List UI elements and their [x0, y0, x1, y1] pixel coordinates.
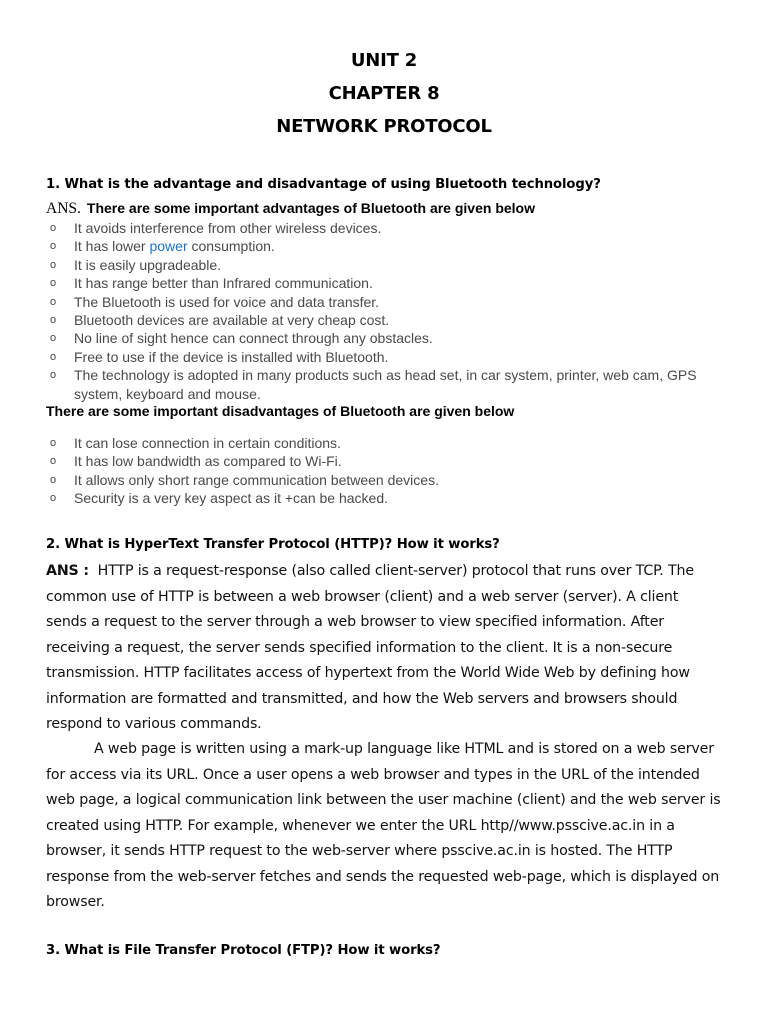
- bullet-icon: o: [50, 295, 57, 308]
- list-item: o Bluetooth devices are available at very cheap cost.: [50, 312, 390, 329]
- chapter-title: CHAPTER 8: [328, 83, 440, 104]
- bullet-icon: o: [50, 369, 57, 382]
- bullet-icon: o: [50, 473, 57, 486]
- bullet-icon: o: [50, 222, 57, 234]
- list-item: o Security is a very key aspect as it +can be hacked.: [50, 490, 388, 507]
- disadvantages-heading: There are some important disadvantages of Bluetooth are given below: [46, 403, 515, 419]
- bullet-icon: o: [50, 437, 57, 449]
- list-item: o Free to use if the device is installed with Bluetooth.: [50, 348, 389, 365]
- list-item: o It can lose connection in certain conditions.: [50, 435, 341, 451]
- bullet-icon: o: [50, 314, 57, 327]
- list-item: o It has range better than Infrared communication.: [50, 275, 373, 292]
- answer-label: ANS.: [46, 200, 81, 217]
- advantages-list: [0, 219, 724, 403]
- list-item: o It is easily upgradeable.: [50, 256, 222, 273]
- list-item: o It has lower power consumption.: [50, 238, 275, 255]
- disadvantages-list: [0, 434, 724, 508]
- list-item: o No line of sight hence can connect through any obstacles.: [50, 330, 433, 347]
- bullet-icon: o: [50, 277, 57, 290]
- bullet-icon: o: [50, 240, 57, 253]
- question-1: 1. What is the advantage and disadvantage of using Bluetooth technology?: [46, 177, 601, 192]
- bullet-icon: o: [50, 332, 57, 345]
- list-item: o It has low bandwidth as compared to Wi-Fi.: [50, 453, 342, 470]
- question-3: 3. What is File Transfer Protocol (FTP)? How it works?: [46, 943, 441, 958]
- bullet-icon: o: [50, 492, 57, 505]
- bullet-icon: o: [50, 455, 57, 468]
- unit-title: UNIT 2: [350, 50, 418, 71]
- list-item: o The technology is adopted in many products such as head set, in car system, printer, web cam, GPS system, keyboard and mouse.: [50, 367, 697, 402]
- question-2: 2. What is HyperText Transfer Protocol (HTTP)? How it works?: [46, 537, 500, 552]
- bullet-icon: o: [50, 350, 57, 363]
- list-item: o It allows only short range communication between devices.: [50, 471, 439, 488]
- advantages-heading: There are some important advantages of Bluetooth are given below: [86, 200, 535, 216]
- answer-1-intro: [46, 200, 535, 218]
- list-item: o It avoids interference from other wireless devices.: [50, 220, 382, 236]
- topic-title: NETWORK PROTOCOL: [276, 116, 492, 137]
- bullet-icon: o: [50, 258, 57, 271]
- power-link[interactable]: power: [149, 238, 188, 255]
- list-item: o The Bluetooth is used for voice and data transfer.: [50, 293, 380, 310]
- answer-2-paragraph-2: A web page is written using a mark-up language like HTML and is stored on a web server for access via its URL. Once a user opens a web browser and types in the URL of the intended web page, a logical communication link between the user machine (client) and the web server is created using HTTP. For example, whenever we enter the URL http//www.psscive.ac.in in a browser, it sends HTTP request to the web-server where psscive.ac.in is hosted. The HTTP response from the web-server fetches and sends the requested web-page, which is displayed on browser.: [46, 741, 721, 910]
- answer-label: ANS :: [46, 563, 89, 579]
- answer-2-paragraph-1: ANS : HTTP is a request-response (also called client-server) protocol that runs over TCP. The common use of HTTP is between a web browser (client) and a web server (server). A client sends a request to the server through a web browser to view specified information. After receiving a request, the server sends specified information to the client. It is a non-secure transmission. HTTP facilitates access of hypertext from the World Wide Web by defining how information are formatted and transmitted, and how the Web servers and browsers should respond to various commands.: [46, 563, 694, 732]
